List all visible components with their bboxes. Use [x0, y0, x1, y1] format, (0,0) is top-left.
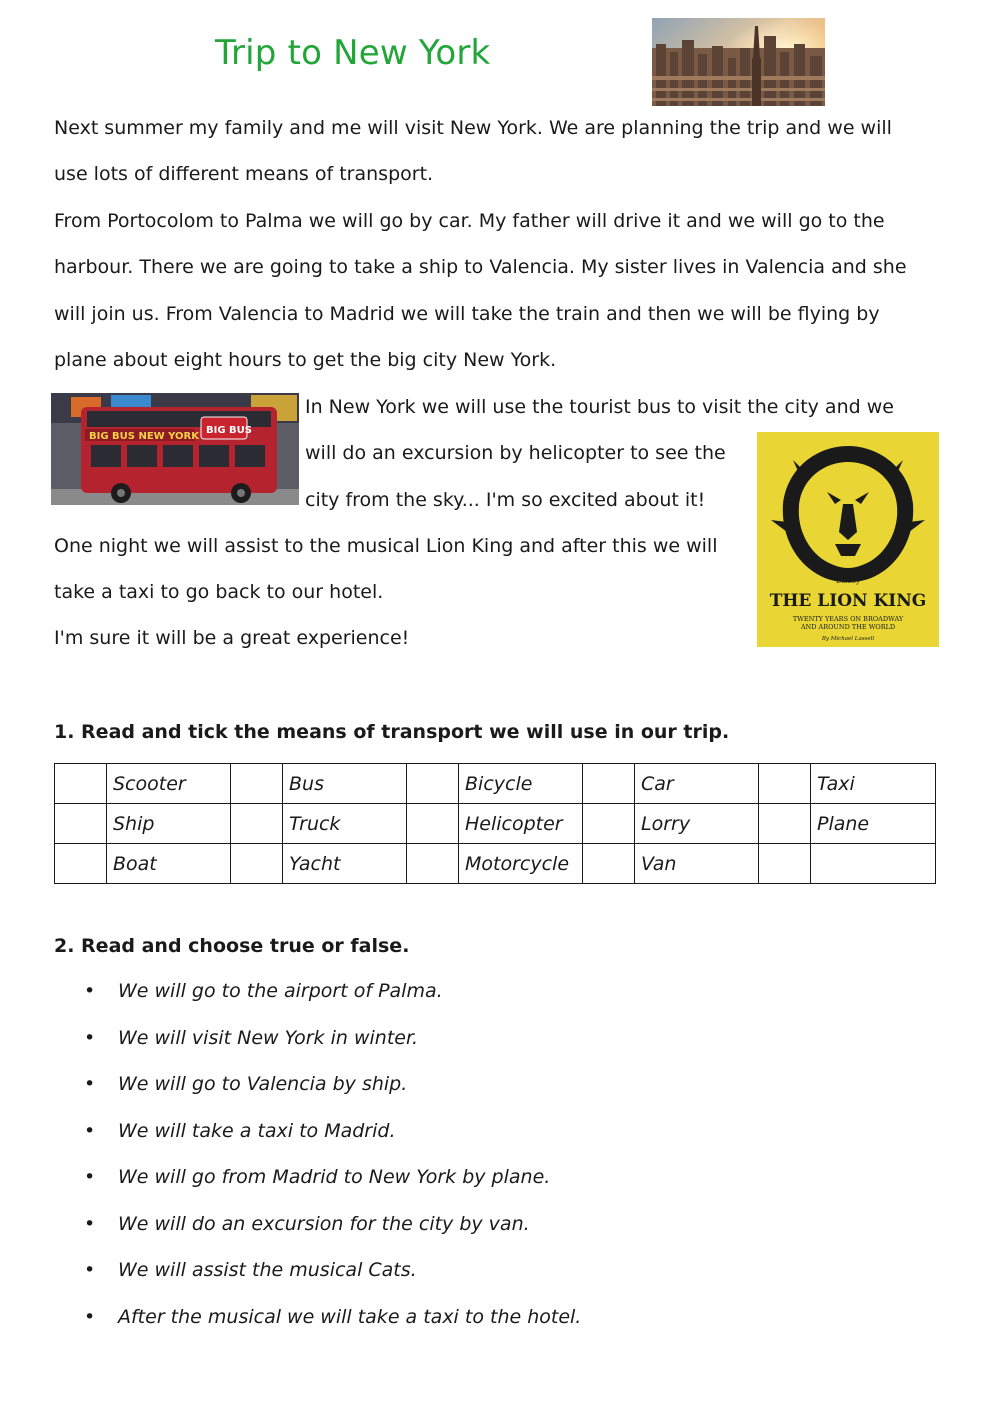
statement-text: We will go to the airport of Palma.	[118, 980, 443, 1002]
tick-box[interactable]	[583, 764, 635, 804]
tick-box[interactable]	[407, 764, 459, 804]
table-row	[55, 804, 936, 844]
bullet-icon: •	[84, 1259, 96, 1281]
transport-tick-table	[54, 763, 936, 884]
cover-brand: Disney	[835, 577, 861, 585]
tick-box[interactable]	[583, 844, 635, 884]
bullet-icon: •	[84, 1073, 96, 1095]
bullet-icon: •	[84, 980, 96, 1002]
tick-box[interactable]	[231, 804, 283, 844]
tourist-bus-image	[51, 393, 299, 505]
story-line-11: take a taxi to go back to our hotel.	[54, 581, 384, 603]
statement-text: We will go from Madrid to New York by plane.	[118, 1166, 551, 1188]
transport-label	[811, 844, 936, 884]
list-item	[80, 1305, 880, 1329]
statement-text: We will assist the musical Cats.	[118, 1259, 417, 1281]
bullet-icon: •	[84, 1212, 96, 1235]
lion-king-cover-image	[757, 432, 939, 647]
story-line-2: use lots of different means of transport.	[54, 163, 434, 185]
list-item	[80, 1212, 880, 1236]
table-row	[55, 844, 936, 884]
table-row	[55, 764, 936, 804]
list-item	[80, 979, 880, 1003]
tick-box[interactable]	[55, 804, 107, 844]
section2-heading: 2. Read and choose true or false.	[54, 935, 410, 957]
bus-front-sign: BIG BUS NEW YORK	[89, 431, 200, 442]
statement-text: We will go to Valencia by ship.	[118, 1073, 408, 1095]
story-line-4: harbour. There we are going to take a ship to Valencia. My sister lives in Valencia and she	[54, 256, 907, 278]
transport-label: Scooter	[107, 764, 231, 804]
transport-label: Yacht	[283, 844, 407, 884]
tick-box[interactable]	[759, 804, 811, 844]
bus-side-sign: BIG BUS	[206, 425, 252, 436]
tick-box[interactable]	[759, 764, 811, 804]
story-line-5: will join us. From Valencia to Madrid we will take the train and then we will be flying by	[54, 303, 880, 325]
story-line-7: In New York we will use the tourist bus to visit the city and we	[305, 396, 894, 418]
page-title: Trip to New York	[215, 33, 491, 73]
transport-label: Boat	[107, 844, 231, 884]
list-item	[80, 1026, 880, 1050]
cover-author: By Michael Lassell	[821, 636, 875, 642]
city-skyline-image	[652, 18, 825, 106]
story-line-6: plane about eight hours to get the big city New York.	[54, 349, 557, 371]
transport-label: Helicopter	[459, 804, 583, 844]
story-line-12: I'm sure it will be a great experience!	[54, 627, 410, 649]
list-item	[80, 1119, 880, 1143]
transport-label: Bicycle	[459, 764, 583, 804]
tick-box[interactable]	[231, 764, 283, 804]
bullet-icon: •	[84, 1026, 96, 1049]
story-line-10: One night we will assist to the musical Lion King and after this we will	[54, 535, 718, 557]
bullet-icon: •	[84, 1166, 96, 1188]
tick-box[interactable]	[55, 844, 107, 884]
transport-label: Car	[635, 764, 759, 804]
bullet-icon: •	[84, 1305, 96, 1328]
tick-box[interactable]	[759, 844, 811, 884]
story-line-9: city from the sky... I'm so excited about it!	[305, 489, 706, 511]
tick-box[interactable]	[583, 804, 635, 844]
story-line-3: From Portocolom to Palma we will go by car. My father will drive it and we will go to the	[54, 210, 885, 232]
statement-text: We will take a taxi to Madrid.	[118, 1119, 396, 1142]
tick-box[interactable]	[407, 844, 459, 884]
tick-box[interactable]	[55, 764, 107, 804]
statement-text: We will do an excursion for the city by van.	[118, 1212, 530, 1235]
statement-text: After the musical we will take a taxi to the hotel.	[118, 1305, 582, 1328]
transport-table-body	[55, 764, 936, 884]
transport-label: Plane	[811, 804, 936, 844]
section1-heading: 1. Read and tick the means of transport we will use in our trip.	[54, 721, 730, 743]
transport-label: Taxi	[811, 764, 936, 804]
transport-label: Truck	[283, 804, 407, 844]
tick-box[interactable]	[407, 804, 459, 844]
transport-label: Ship	[107, 804, 231, 844]
list-item	[80, 1165, 880, 1189]
story-line-8: will do an excursion by helicopter to see the	[305, 442, 726, 464]
statement-text: We will visit New York in winter.	[118, 1026, 419, 1049]
transport-label: Lorry	[635, 804, 759, 844]
cover-title: THE LION KING	[769, 591, 927, 611]
list-item	[80, 1072, 880, 1096]
transport-label: Bus	[283, 764, 407, 804]
cover-subtitle-1: TWENTY YEARS ON BROADWAY	[792, 615, 904, 623]
tick-box[interactable]	[231, 844, 283, 884]
cover-subtitle-2: AND AROUND THE WORLD	[800, 623, 896, 631]
transport-label: Van	[635, 844, 759, 884]
bullet-icon: •	[84, 1119, 96, 1142]
list-item	[80, 1258, 880, 1282]
transport-label: Motorcycle	[459, 844, 583, 884]
story-line-1: Next summer my family and me will visit New York. We are planning the trip and we will	[54, 117, 892, 139]
